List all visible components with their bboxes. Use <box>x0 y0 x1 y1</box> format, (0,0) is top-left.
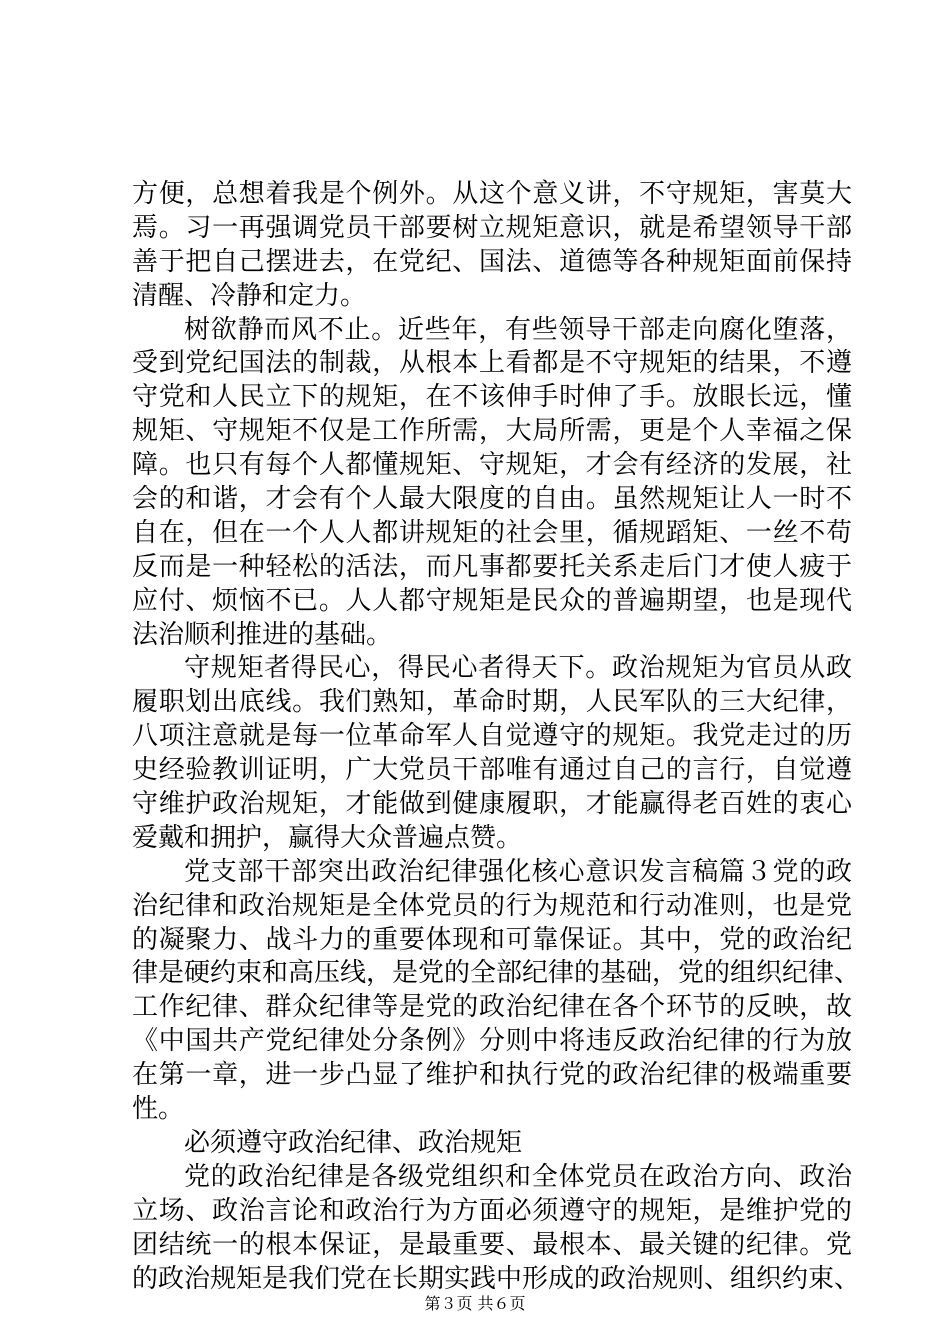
page-footer: 第３页 共６页 <box>424 1294 526 1313</box>
text-line: 善于把自己摆进去，在党纪、国法、道德等各种规矩面前保持 <box>132 246 852 277</box>
paragraph <box>132 856 861 1127</box>
text-line: 焉。习一再强调党员干部要树立规矩意识，就是希望领导干部 <box>132 212 852 243</box>
text-line: 《中国共产党纪律处分条例》分则中将违反政治纪律的行为放 <box>132 1026 852 1057</box>
text-line: 树欲静而风不止。近些年，有些领导干部走向腐化堕落， <box>184 314 852 345</box>
text-line: 规矩、守规矩不仅是工作所需，大局所需，更是个人幸福之保 <box>132 416 852 447</box>
text-line: 会的和谐，才会有个人最大限度的自由。虽然规矩让人一时不 <box>132 484 852 515</box>
text-line: 在第一章，进一步凸显了维护和执行党的政治纪律的极端重要 <box>132 1060 852 1091</box>
text-line: 性。 <box>132 1094 185 1125</box>
document-body <box>132 178 861 1296</box>
text-line: 受到党纪国法的制裁，从根本上看都是不守规矩的结果，不遵 <box>132 348 852 379</box>
text-line: 团结统一的根本保证，是最重要、最根本、最关键的纪律。党 <box>132 1229 852 1260</box>
text-line: 立场、政治言论和政治行为方面必须遵守的规矩，是维护党的 <box>132 1195 852 1226</box>
text-line: 障。也只有每个人都懂规矩、守规矩，才会有经济的发展，社 <box>132 450 852 481</box>
text-line: 治纪律和政治规矩是全体党员的行为规范和行动准则，也是党 <box>132 890 852 921</box>
paragraph <box>132 314 852 653</box>
paragraph <box>132 178 852 314</box>
text-line: 工作纪律、群众纪律等是党的政治纪律在各个环节的反映，故 <box>132 992 852 1023</box>
text-line: 的政治规矩是我们党在长期实践中形成的政治规则、组织约束、 <box>132 1263 861 1294</box>
paragraph <box>132 1127 852 1161</box>
text-line: 党的政治纪律是各级党组织和全体党员在政治方向、政治 <box>184 1161 852 1192</box>
text-line: 履职划出底线。我们熟知，革命时期，人民军队的三大纪律， <box>132 687 852 718</box>
text-line: 守党和人民立下的规矩，在不该伸手时伸了手。放眼长远，懂 <box>132 382 852 413</box>
text-line: 清醒、冷静和定力。 <box>132 280 367 311</box>
text-line: 自在，但在一个人人都讲规矩的社会里，循规蹈矩、一丝不苟 <box>132 517 852 548</box>
text-line: 守维护政治规矩，才能做到健康履职，才能赢得老百姓的衷心 <box>132 789 852 820</box>
text-line: 律是硬约束和高压线，是党的全部纪律的基础，党的组织纪律、 <box>132 958 861 989</box>
text-line: 法治顺利推进的基础。 <box>132 619 393 650</box>
text-line: 的凝聚力、战斗力的重要体现和可靠保证。其中，党的政治纪 <box>132 924 852 955</box>
paragraph <box>132 652 852 855</box>
paragraph <box>132 1161 861 1297</box>
text-line: 必须遵守政治纪律、政治规矩 <box>184 1127 523 1158</box>
text-line: 爱戴和拥护，赢得大众普遍点赞。 <box>132 822 523 853</box>
text-line: 八项注意就是每一位革命军人自觉遵守的规矩。我党走过的历 <box>132 721 852 752</box>
text-line: 史经验教训证明，广大党员干部唯有通过自己的言行，自觉遵 <box>132 755 852 786</box>
text-line: 方便，总想着我是个例外。从这个意义讲，不守规矩，害莫大 <box>132 179 852 209</box>
text-line: 党支部干部突出政治纪律强化核心意识发言稿篇３党的政 <box>184 856 852 887</box>
text-line: 守规矩者得民心，得民心者得天下。政治规矩为官员从政 <box>184 653 852 684</box>
text-line: 反而是一种轻松的活法，而凡事都要托关系走后门才使人疲于 <box>132 551 852 582</box>
text-line: 应付、烦恼不已。人人都守规矩是民众的普遍期望，也是现代 <box>132 585 852 616</box>
